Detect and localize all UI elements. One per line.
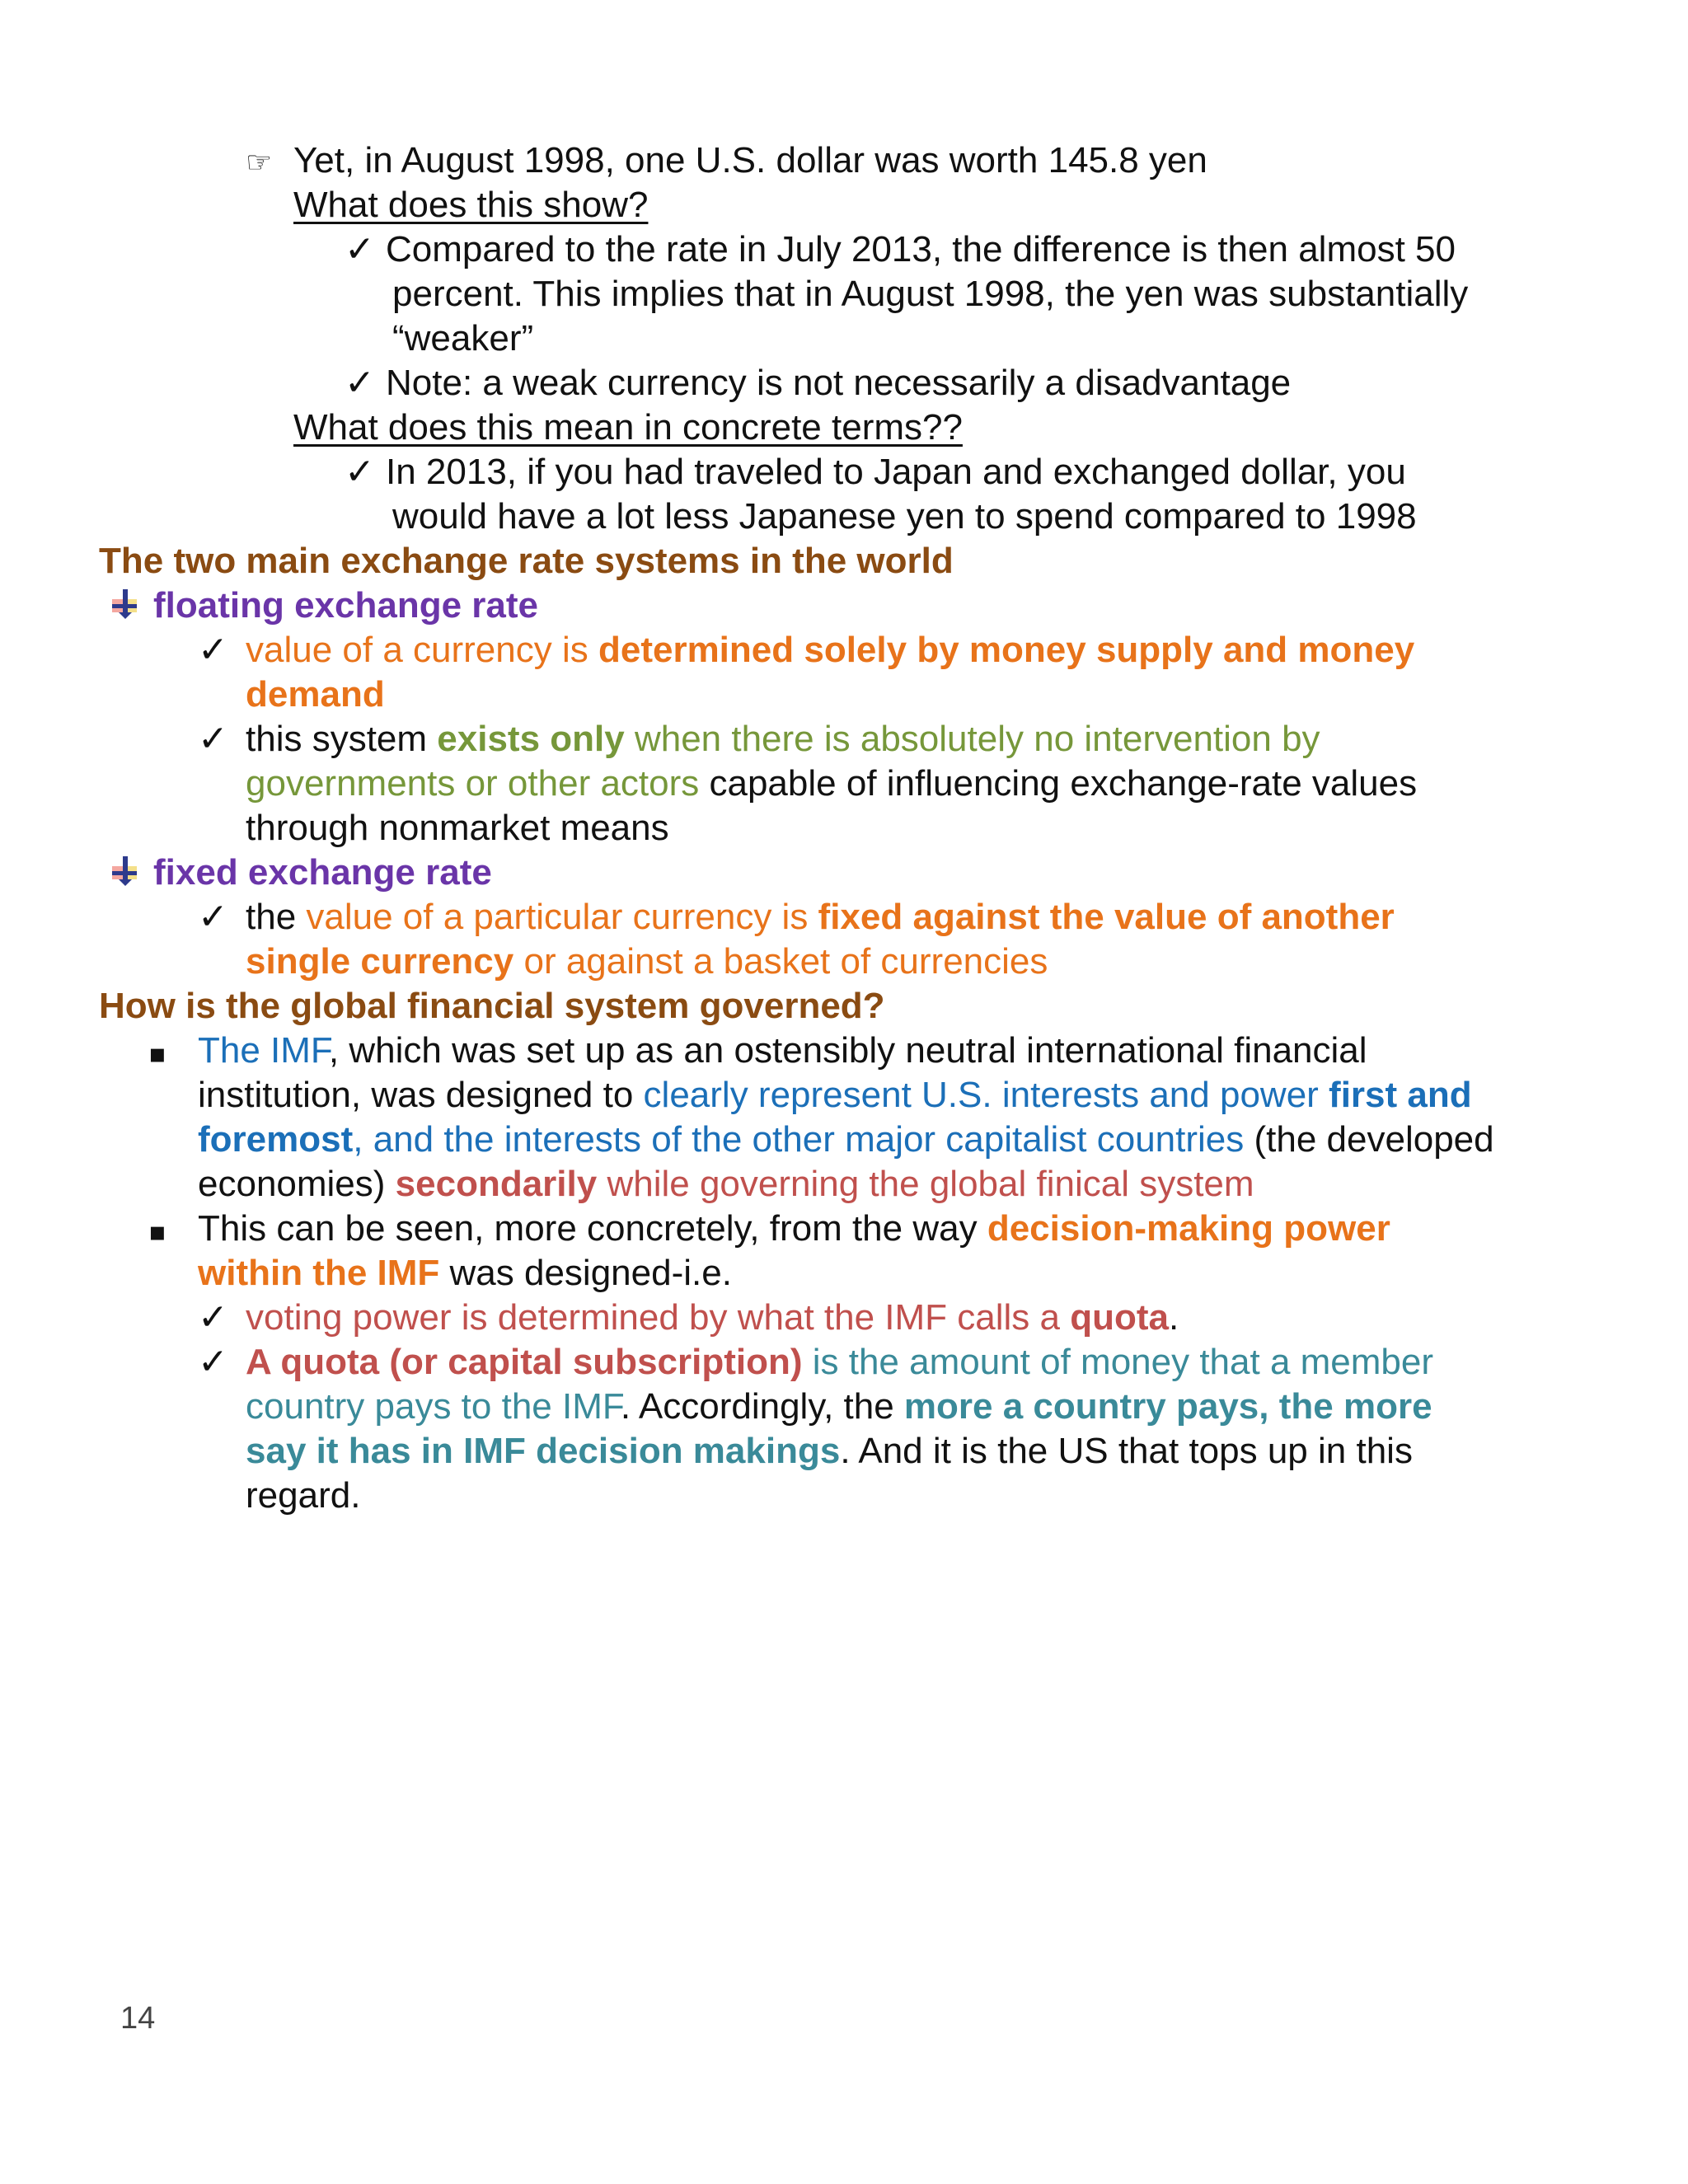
check-icon: ✓: [198, 718, 228, 760]
text-line: country pays to the IMF. Accordingly, the more a country pays, the more: [246, 1386, 1432, 1427]
check-line: ✓ this system exists only when there is absolutely no intervention by: [198, 718, 1320, 760]
text-line: within the IMF was designed-i.e.: [198, 1253, 732, 1293]
check-line: ✓ value of a currency is determined solely by money supply and money: [198, 629, 1415, 671]
text-line: percent. This implies that in August 1998, the yen was substantially: [392, 274, 1469, 314]
text-line: economies) secondarily while governing the global finical system: [198, 1164, 1254, 1204]
square-bullet-icon: ▪: [148, 1038, 166, 1069]
section-heading: The two main exchange rate systems in the world: [99, 541, 954, 581]
text-line: through nonmarket means: [246, 808, 669, 848]
down-arrow-bullet-icon: [109, 587, 142, 620]
down-arrow-bullet-icon: [109, 854, 142, 887]
text-line: single currency or against a basket of currencies: [246, 941, 1048, 982]
floating-exchange-rate-item: floating exchange rate: [109, 583, 538, 628]
pointing-hand-icon: ☞: [246, 146, 273, 180]
check-icon: ✓: [345, 228, 375, 270]
check-icon: ✓: [198, 629, 228, 671]
hand-bullet-line: ☞ Yet, in August 1998, one U.S. dollar was worth 145.8 yen: [246, 138, 1207, 183]
section-heading: How is the global financial system governed?: [99, 986, 885, 1026]
square-bullet-line: ▪ This can be seen, more concretely, from the way decision-making power: [148, 1207, 1390, 1251]
text-line: say it has in IMF decision makings. And it is the US that tops up in this: [246, 1431, 1413, 1471]
check-line: ✓ A quota (or capital subscription) is the amount of money that a member: [198, 1341, 1434, 1383]
square-bullet-line: ▪ The IMF, which was set up as an ostensibly neutral international financial: [148, 1029, 1367, 1073]
check-line: ✓ voting power is determined by what the IMF calls a quota.: [198, 1296, 1179, 1338]
text-line: regard.: [246, 1475, 361, 1516]
text-line: “weaker”: [392, 318, 534, 359]
question-what-does-this-show: What does this show?: [293, 185, 649, 225]
page-number: 14: [120, 2001, 156, 2036]
check-line: ✓ In 2013, if you had traveled to Japan and exchanged dollar, you: [345, 451, 1406, 493]
check-line: ✓ the value of a particular currency is fixed against the value of another: [198, 896, 1395, 938]
check-icon: ✓: [345, 451, 375, 493]
text-line: would have a lot less Japanese yen to spend compared to 1998: [392, 496, 1417, 537]
check-line: ✓ Compared to the rate in July 2013, the difference is then almost 50: [345, 228, 1456, 270]
check-icon: ✓: [198, 896, 228, 938]
check-icon: ✓: [198, 1296, 228, 1338]
check-icon: ✓: [198, 1341, 228, 1383]
check-icon: ✓: [345, 362, 375, 404]
text-line: institution, was designed to clearly represent U.S. interests and power first and: [198, 1075, 1472, 1115]
text-line: demand: [246, 674, 385, 715]
text-line: governments or other actors capable of influencing exchange-rate values: [246, 763, 1418, 804]
fixed-exchange-rate-item: fixed exchange rate: [109, 851, 492, 895]
check-line: ✓ Note: a weak currency is not necessarily a disadvantage: [345, 362, 1292, 404]
question-concrete-terms: What does this mean in concrete terms??: [293, 407, 963, 448]
text-line: foremost, and the interests of the other major capitalist countries (the developed: [198, 1119, 1494, 1160]
square-bullet-icon: ▪: [148, 1216, 166, 1247]
